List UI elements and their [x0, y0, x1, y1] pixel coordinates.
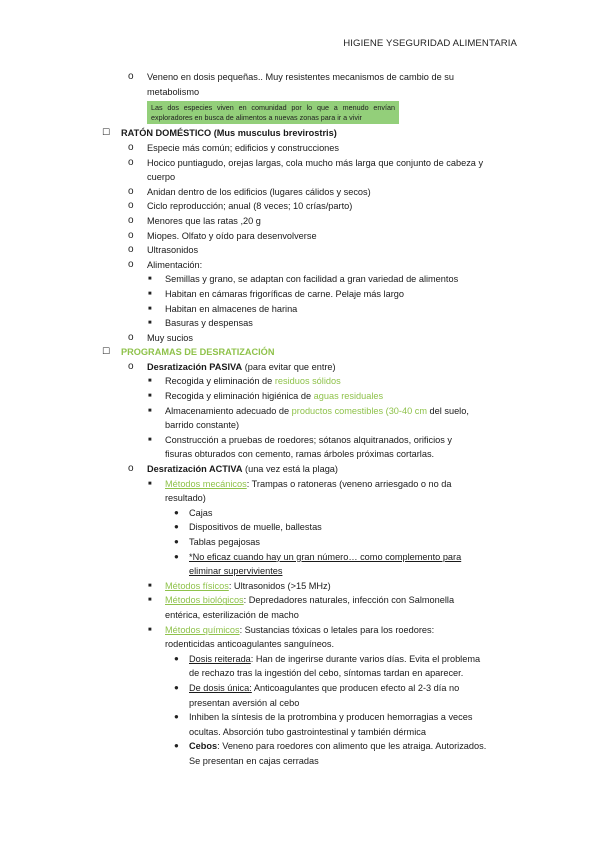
list-item-activa: o Desratización ACTIVA (una vez está la plaga) — [100, 462, 520, 477]
list-item: o Alimentación: — [100, 258, 520, 273]
sublist-item-mecanicos: ■ Métodos mecánicos: Trampas o ratoneras (veneno arriesgado o no da — [100, 477, 520, 492]
circle-bullet-icon: o — [128, 71, 134, 82]
dot-item: ● Inhiben la síntesis de la protrombina y producen hemorragias a veces — [100, 710, 520, 725]
circle-bullet-icon: o — [128, 141, 134, 153]
sublist-item-continuation: barrido constante) — [165, 420, 240, 431]
square-bullet-icon: ■ — [148, 305, 152, 312]
square-bullet-icon: ■ — [148, 582, 152, 589]
circle-bullet-icon: o — [128, 360, 134, 372]
list-item: o Especie más común; edificios y construcciones — [100, 141, 520, 156]
circle-bullet-icon: o — [128, 200, 134, 212]
highlight-note: Las dos especies viven en comunidad por lo que a menudo envían exploradores en busca de alimentos a nuevas zonas para ir a vivir — [147, 101, 399, 124]
dot-bullet-icon: ● — [174, 551, 179, 561]
sublist-item: ■ Recogida y eliminación higiénica de aguas residuales — [100, 389, 520, 404]
list-item: o Ciclo reproducción; anual (8 veces; 10 crías/parto) — [100, 199, 520, 214]
sublist-item-continuation: rodenticidas anticoagulantes sanguíneos. — [165, 639, 335, 650]
list-item: o Menores que las ratas ,20 g — [100, 214, 520, 229]
circle-bullet-icon: o — [128, 214, 134, 226]
dot-item-continuation: Se presentan en cajas cerradas — [189, 755, 319, 766]
sublist-item: ■ Almacenamiento adecuado de productos comestibles (30-40 cm del suelo, — [100, 404, 520, 419]
square-bullet-icon: ■ — [148, 407, 152, 414]
sublist-item: ■ Recogida y eliminación de residuos sólidos — [100, 374, 520, 389]
dot-item: ● De dosis única: Anticoagulantes que producen efecto al 2-3 día no — [100, 681, 520, 696]
dot-item: ● Cebos: Veneno para roedores con alimento que les atraiga. Autorizados. — [100, 739, 520, 754]
dot-item: ● Cajas — [100, 506, 520, 521]
page-header: HIGIENE YSEGURIDAD ALIMENTARIA — [343, 38, 517, 49]
sublist-item-continuation: entérica, esterilización de macho — [165, 609, 299, 620]
circle-bullet-icon: o — [128, 156, 134, 168]
dot-bullet-icon: ● — [174, 537, 179, 546]
section-heading-raton: ☐ RATÓN DOMÉSTICO (Mus musculus brevirostris) — [100, 126, 520, 141]
dot-bullet-icon: ● — [174, 741, 179, 751]
square-bullet-icon: ■ — [148, 276, 152, 283]
list-item: o Ultrasonidos — [100, 243, 520, 258]
circle-bullet-icon: o — [128, 463, 134, 475]
sublist-item: ■ Habitan en cámaras frigoríficas de carne. Pelaje más largo — [100, 287, 520, 302]
dot-bullet-icon: ● — [174, 522, 179, 532]
list-item-continuation: metabolismo — [147, 86, 200, 97]
sublist-item-quimicos: ■ Métodos químicos: Sustancias tóxicas o letales para los roedores: — [100, 623, 520, 638]
dot-item: ● Tablas pegajosas — [100, 535, 520, 550]
checkbox-bullet-icon: ☐ — [102, 347, 111, 358]
square-bullet-icon: ■ — [148, 480, 152, 487]
dot-item-continuation: de rechazo tras la ingestión del cebo, síntomas tardan en aparecer. — [189, 668, 464, 679]
dot-bullet-icon: ● — [174, 507, 179, 517]
sublist-item: ■ Semillas y grano, se adaptan con facilidad a gran variedad de alimentos — [100, 272, 520, 287]
sublist-item-continuation: resultado) — [165, 493, 206, 504]
circle-bullet-icon: o — [128, 258, 134, 270]
square-bullet-icon: ■ — [148, 290, 152, 297]
dot-bullet-icon: ● — [174, 712, 179, 722]
circle-bullet-icon: o — [128, 331, 134, 343]
square-bullet-icon: ■ — [148, 626, 152, 633]
sublist-item-fisicos: ■ Métodos físicos: Ultrasonidos (>15 MHz) — [100, 579, 520, 594]
document-body — [100, 70, 520, 769]
square-bullet-icon: ■ — [148, 597, 152, 604]
circle-bullet-icon: o — [128, 185, 134, 197]
square-bullet-icon: ■ — [148, 393, 152, 400]
section-heading-programas: ☐ PROGRAMAS DE DESRATIZACIÓN — [100, 345, 520, 360]
sublist-item: ■ Basuras y despensas — [100, 316, 520, 331]
dot-bullet-icon: ● — [174, 653, 179, 663]
list-item-continuation: cuerpo — [147, 172, 176, 183]
dot-item: ● Dispositivos de muelle, ballestas — [100, 520, 520, 535]
dot-item: ● *No eficaz cuando hay un gran número… como complemento para — [100, 550, 520, 565]
list-item: o Hocico puntiagudo, orejas largas, cola mucho más larga que conjunto de cabeza y — [100, 156, 520, 171]
square-bullet-icon: ■ — [148, 320, 152, 327]
square-bullet-icon: ■ — [148, 378, 152, 385]
sublist-item: ■ Habitan en almacenes de harina — [100, 302, 520, 317]
sublist-item-continuation: fisuras obturados con cemento, ramas árboles próximas cortarlas. — [165, 449, 435, 460]
list-item: o Muy sucios — [100, 331, 520, 346]
list-item: o Anidan dentro de los edificios (lugares cálidos y secos) — [100, 185, 520, 200]
list-item-pasiva: o Desratización PASIVA (para evitar que entre) — [100, 360, 520, 375]
dot-item: ● Dosis reiterada: Han de ingerirse durante varios días. Evita el problema — [100, 652, 520, 667]
sublist-item: ■ Construcción a pruebas de roedores; sótanos alquitranados, orificios y — [100, 433, 520, 448]
checkbox-bullet-icon: ☐ — [102, 128, 111, 139]
dot-bullet-icon: ● — [174, 682, 179, 692]
dot-item-continuation: ocultas. Absorción tubo gastrointestinal y también dérmica — [189, 726, 426, 737]
circle-bullet-icon: o — [128, 229, 134, 241]
square-bullet-icon: ■ — [148, 436, 152, 443]
dot-item-continuation: presentan aversión al cebo — [189, 697, 300, 708]
circle-bullet-icon: o — [128, 244, 134, 256]
list-item: o Veneno en dosis pequeñas.. Muy resistentes mecanismos de cambio de su — [100, 70, 520, 85]
dot-item-continuation: eliminar supervivientes — [189, 566, 283, 577]
list-item: o Miopes. Olfato y oído para desenvolverse — [100, 229, 520, 244]
sublist-item-biologicos: ■ Métodos biológicos: Depredadores naturales, infección con Salmonella — [100, 593, 520, 608]
